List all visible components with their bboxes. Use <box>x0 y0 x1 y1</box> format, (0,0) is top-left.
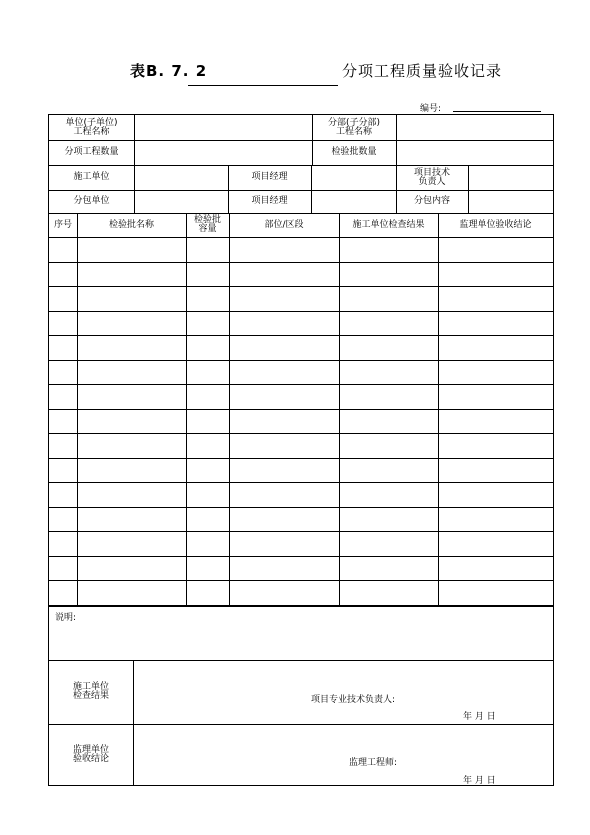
table-cell[interactable] <box>438 482 553 507</box>
table-cell[interactable] <box>186 286 229 311</box>
table-cell[interactable] <box>186 360 229 385</box>
technical-lead-label: 项目技术 负责人 <box>413 167 450 187</box>
supervisor-date: 年 月 日 <box>463 776 496 786</box>
table-cell[interactable] <box>49 507 77 532</box>
table-cell[interactable] <box>339 409 438 434</box>
table-cell[interactable] <box>438 335 553 360</box>
table-cell[interactable] <box>339 580 438 605</box>
table-cell[interactable] <box>49 237 77 262</box>
table-code: 表B. 7. 2 <box>130 62 208 80</box>
table-cell[interactable] <box>186 556 229 581</box>
table-header-cell: 部位/区段 <box>264 219 304 230</box>
project-name-blank <box>188 85 338 86</box>
table-cell[interactable] <box>77 286 186 311</box>
table-cell[interactable] <box>438 531 553 556</box>
table-cell[interactable] <box>186 580 229 605</box>
table-cell[interactable] <box>77 507 186 532</box>
table-cell[interactable] <box>186 531 229 556</box>
table-cell[interactable] <box>339 384 438 409</box>
table-cell[interactable] <box>229 311 339 336</box>
table-cell[interactable] <box>49 409 77 434</box>
divider <box>134 115 135 213</box>
table-cell[interactable] <box>339 482 438 507</box>
table-cell[interactable] <box>49 384 77 409</box>
table-cell[interactable] <box>49 458 77 483</box>
table-cell[interactable] <box>77 311 186 336</box>
notes-label: 说明: <box>55 613 77 623</box>
table-cell[interactable] <box>229 384 339 409</box>
table-cell[interactable] <box>77 262 186 287</box>
table-cell[interactable] <box>49 311 77 336</box>
serial-number-label: 编号: <box>420 104 442 114</box>
table-cell[interactable] <box>438 360 553 385</box>
unit-project-name-label: 单位(子单位) 工程名称 <box>65 117 118 137</box>
table-cell[interactable] <box>229 262 339 287</box>
subcontract-content-label: 分包内容 <box>413 196 450 206</box>
table-cell[interactable] <box>49 482 77 507</box>
contractor-date: 年 月 日 <box>463 712 496 722</box>
table-cell[interactable] <box>339 262 438 287</box>
table-cell[interactable] <box>339 433 438 458</box>
table-cell[interactable] <box>438 286 553 311</box>
project-manager-label: 项目经理 <box>251 196 288 206</box>
table-cell[interactable] <box>339 311 438 336</box>
table-cell[interactable] <box>186 237 229 262</box>
table-cell[interactable] <box>77 556 186 581</box>
inspection-form <box>48 114 554 786</box>
table-cell[interactable] <box>77 360 186 385</box>
table-cell[interactable] <box>438 237 553 262</box>
technical-lead-signature-label: 项目专业技术负责人: <box>311 695 396 705</box>
divider <box>311 165 312 213</box>
table-cell[interactable] <box>186 433 229 458</box>
table-cell[interactable] <box>77 335 186 360</box>
table-cell[interactable] <box>438 507 553 532</box>
table-cell[interactable] <box>186 409 229 434</box>
table-cell[interactable] <box>49 286 77 311</box>
table-header-cell: 监理单位验收结论 <box>459 219 532 230</box>
table-cell[interactable] <box>186 482 229 507</box>
contractor-check-result-label: 施工单位 检查结果 <box>72 682 109 701</box>
table-cell[interactable] <box>438 458 553 483</box>
table-cell[interactable] <box>77 482 186 507</box>
table-cell[interactable] <box>229 531 339 556</box>
table-cell[interactable] <box>229 458 339 483</box>
subcontractor-label: 分包单位 <box>73 196 110 206</box>
inspection-batch-count-label: 检验批数量 <box>331 147 377 157</box>
division-project-name-label: 分部(子分部) 工程名称 <box>327 117 381 137</box>
table-cell[interactable] <box>77 433 186 458</box>
table-cell[interactable] <box>77 580 186 605</box>
table-cell[interactable] <box>186 507 229 532</box>
project-manager-label: 项目经理 <box>251 172 288 182</box>
table-cell[interactable] <box>229 409 339 434</box>
table-cell[interactable] <box>229 237 339 262</box>
table-cell[interactable] <box>438 384 553 409</box>
table-cell[interactable] <box>77 237 186 262</box>
table-cell[interactable] <box>438 262 553 287</box>
table-cell[interactable] <box>49 531 77 556</box>
table-cell[interactable] <box>49 556 77 581</box>
table-cell[interactable] <box>186 262 229 287</box>
table-cell[interactable] <box>438 556 553 581</box>
table-cell[interactable] <box>77 531 186 556</box>
table-cell[interactable] <box>229 286 339 311</box>
table-cell[interactable] <box>229 335 339 360</box>
table-column-line <box>77 213 78 606</box>
table-header-cell: 序号 <box>53 219 72 230</box>
table-cell[interactable] <box>229 360 339 385</box>
table-cell[interactable] <box>339 556 438 581</box>
table-cell[interactable] <box>229 482 339 507</box>
table-cell[interactable] <box>229 433 339 458</box>
table-cell[interactable] <box>438 433 553 458</box>
table-cell[interactable] <box>339 458 438 483</box>
table-cell[interactable] <box>186 335 229 360</box>
table-cell[interactable] <box>229 556 339 581</box>
table-cell[interactable] <box>339 335 438 360</box>
table-header-cell: 施工单位检查结果 <box>352 219 425 230</box>
table-cell[interactable] <box>229 580 339 605</box>
subitem-count-label: 分项工程数量 <box>64 147 119 157</box>
table-cell[interactable] <box>49 580 77 605</box>
table-cell[interactable] <box>229 507 339 532</box>
table-cell[interactable] <box>339 286 438 311</box>
serial-number-blank <box>453 111 541 112</box>
table-header-cell: 检验批名称 <box>108 219 154 230</box>
supervisor-conclusion-label: 监理单位 验收结论 <box>72 745 109 764</box>
table-header-cell: 检验批 容量 <box>193 215 221 234</box>
table-cell[interactable] <box>339 507 438 532</box>
table-cell[interactable] <box>49 433 77 458</box>
table-cell[interactable] <box>49 335 77 360</box>
table-cell[interactable] <box>49 360 77 385</box>
divider <box>133 660 134 786</box>
supervisor-engineer-signature-label: 监理工程师: <box>349 758 398 768</box>
page-title: 分项工程质量验收记录 <box>342 62 503 80</box>
table-cell[interactable] <box>339 237 438 262</box>
table-cell[interactable] <box>49 262 77 287</box>
table-cell[interactable] <box>77 458 186 483</box>
table-cell[interactable] <box>438 311 553 336</box>
table-cell[interactable] <box>77 409 186 434</box>
table-cell[interactable] <box>186 458 229 483</box>
table-cell[interactable] <box>438 580 553 605</box>
table-column-line <box>339 213 340 606</box>
table-cell[interactable] <box>186 311 229 336</box>
divider <box>468 165 469 213</box>
table-cell[interactable] <box>186 384 229 409</box>
table-cell[interactable] <box>339 360 438 385</box>
table-cell[interactable] <box>438 409 553 434</box>
table-cell[interactable] <box>77 384 186 409</box>
table-column-line <box>229 213 230 606</box>
table-column-line <box>438 213 439 606</box>
divider <box>49 606 553 607</box>
table-cell[interactable] <box>339 531 438 556</box>
contractor-label: 施工单位 <box>73 172 110 182</box>
table-column-line <box>186 213 187 606</box>
